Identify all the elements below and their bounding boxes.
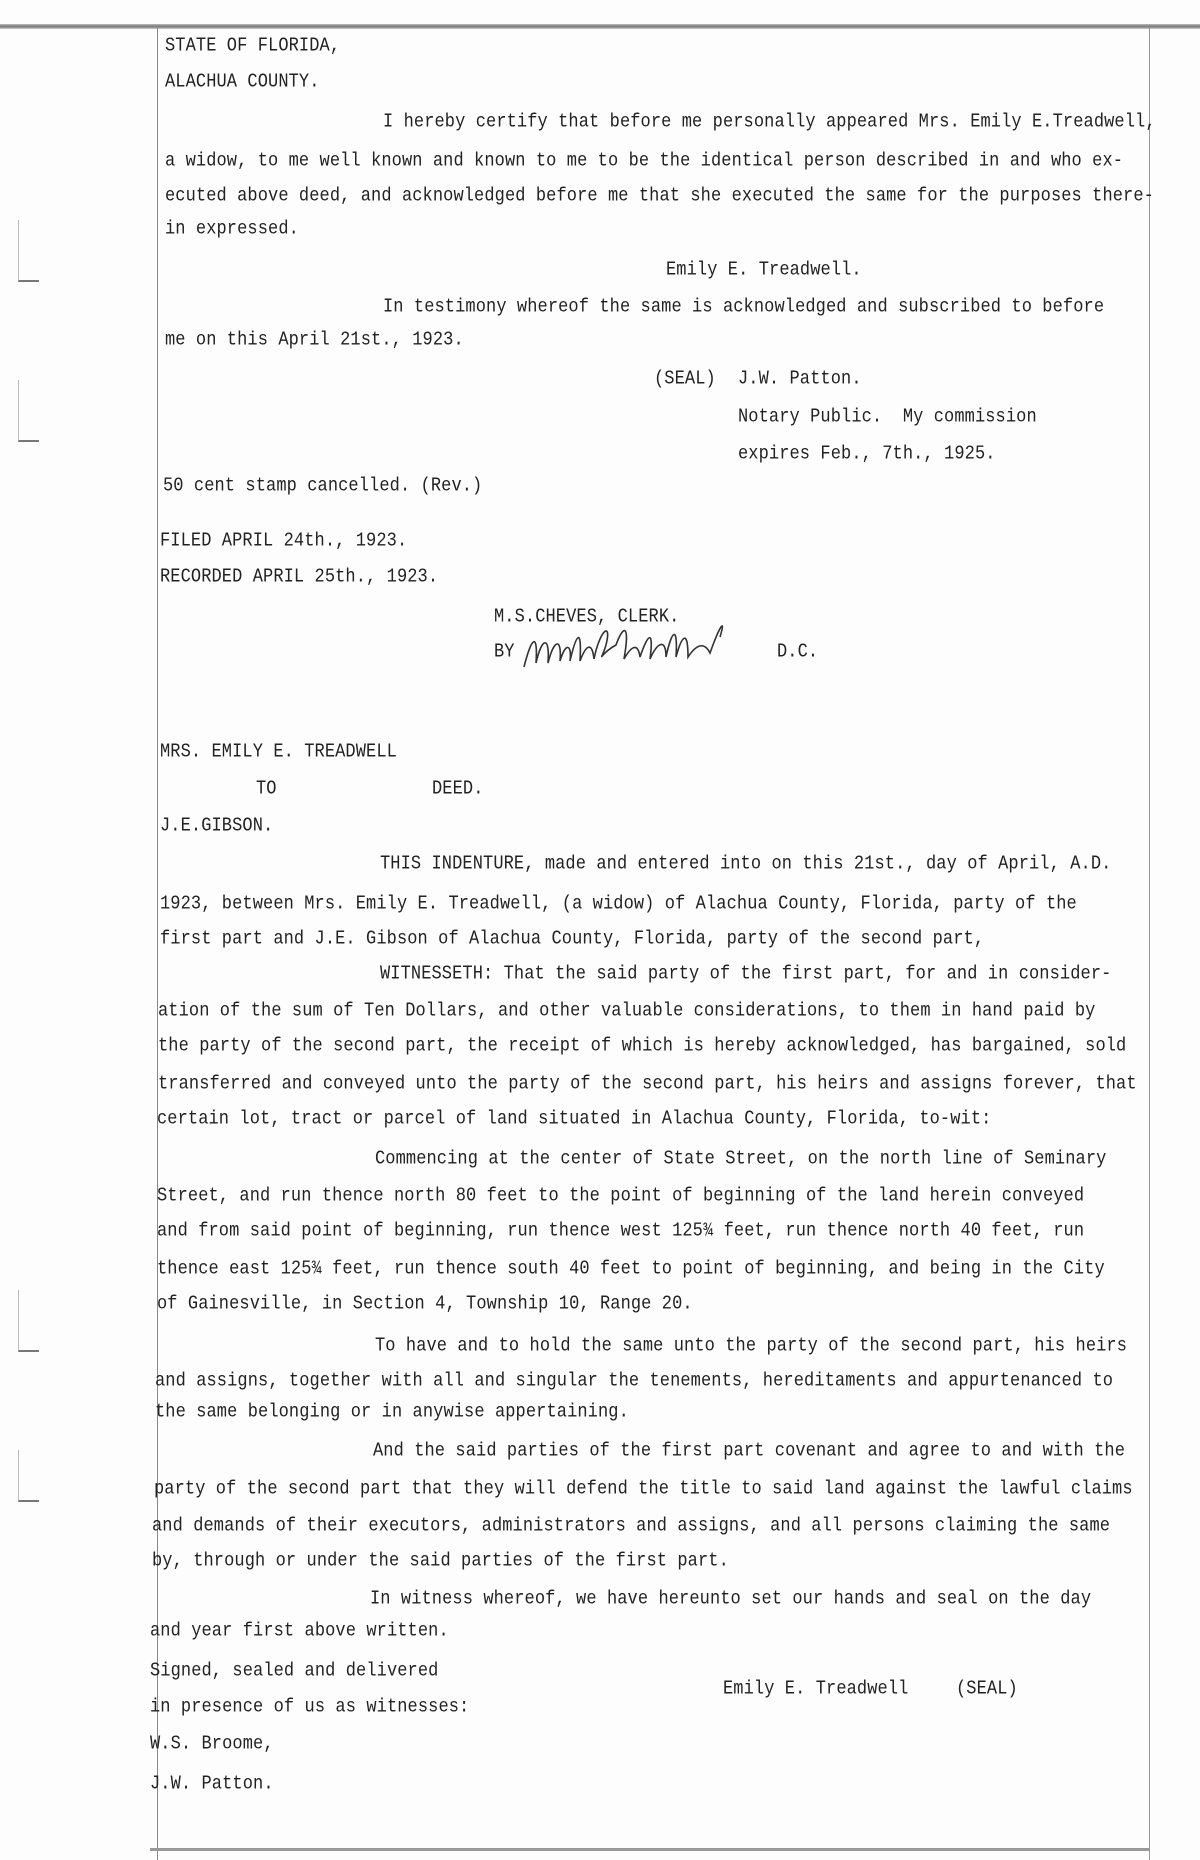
- filed-date: FILED APRIL 24th., 1923.: [160, 530, 408, 553]
- execution-text: in presence of us as witnesses:: [150, 1696, 470, 1719]
- to-label: TO: [256, 778, 277, 801]
- certificate-text: I hereby certify that before me personally appeared Mrs. Emily E.Treadwell,: [383, 111, 1156, 134]
- deed-body-line: Street, and run thence north 80 feet to the point of beginning of the land herein conveyed: [157, 1185, 1085, 1208]
- deed-body-line: transferred and conveyed unto the party of the second part, his heirs and assigns forever, that: [158, 1073, 1137, 1096]
- deed-body-line: and year first above written.: [150, 1620, 449, 1643]
- execution-text: W.S. Broome,: [150, 1733, 274, 1756]
- county-heading: ALACHUA COUNTY.: [165, 71, 320, 94]
- execution-text: J.W. Patton.: [150, 1773, 274, 1796]
- stamp-note: 50 cent stamp cancelled. (Rev.): [163, 475, 483, 498]
- deed-body-line: THIS INDENTURE, made and entered into on this 21st., day of April, A.D.: [380, 853, 1112, 876]
- notary-title: Notary Public. My commission: [738, 406, 1037, 429]
- deed-body-line: the same belonging or in anywise appertaining.: [155, 1401, 629, 1424]
- clerk-name: M.S.CHEVES, CLERK.: [494, 606, 680, 629]
- right-margin-rule: [1149, 28, 1150, 1860]
- deed-body-line: of Gainesville, in Section 4, Township 10, Range 20.: [157, 1293, 693, 1316]
- grantor-signature: Emily E. Treadwell.: [666, 259, 862, 282]
- deed-body-line: Commencing at the center of State Street, on the north line of Seminary: [375, 1148, 1107, 1171]
- deputy-clerk-label: D.C.: [777, 641, 819, 664]
- execution-text: Signed, sealed and delivered: [150, 1660, 439, 1683]
- deed-body-line: the party of the second part, the receipt of which is hereby acknowledged, has bargained, sold: [158, 1035, 1127, 1058]
- grantor-heading: MRS. EMILY E. TREADWELL: [160, 741, 397, 764]
- certificate-text: ecuted above deed, and acknowledged before me that she executed the same for the purposes there-: [165, 185, 1154, 208]
- deed-body-line: In witness whereof, we have hereunto set our hands and seal on the day: [370, 1588, 1092, 1611]
- deed-body-line: To have and to hold the same unto the party of the second part, his heirs: [375, 1335, 1128, 1358]
- recorded-date: RECORDED APRIL 25th., 1923.: [160, 566, 439, 589]
- deed-body-line: 1923, between Mrs. Emily E. Treadwell, (a widow) of Alachua County, Florida, party of the: [160, 893, 1077, 916]
- deed-body-line: certain lot, tract or parcel of land situated in Alachua County, Florida, to-wit:: [157, 1108, 992, 1131]
- certificate-text: a widow, to me well known and known to me to be the identical person described in and who ex-: [165, 150, 1124, 173]
- deed-body-line: and assigns, together with all and singular the tenements, hereditaments and appurtenanced to: [155, 1370, 1114, 1393]
- deed-body-line: and demands of their executors, administrators and assigns, and all persons claiming the same: [152, 1515, 1111, 1538]
- testimony-text: me on this April 21st., 1923.: [165, 329, 464, 352]
- binding-mark: [18, 1450, 39, 1502]
- binding-mark: [18, 220, 39, 282]
- execution-text: Emily E. Treadwell: [723, 1678, 909, 1701]
- notary-name: J.W. Patton.: [738, 368, 862, 391]
- deed-label: DEED.: [432, 778, 484, 801]
- left-margin-rule: [157, 28, 158, 1860]
- deed-body-line: party of the second part that they will defend the title to said land against the lawful claims: [154, 1478, 1133, 1501]
- deed-body-line: ation of the sum of Ten Dollars, and other valuable considerations, to them in hand paid by: [158, 1000, 1096, 1023]
- by-label: BY: [494, 641, 515, 664]
- state-heading: STATE OF FLORIDA,: [165, 35, 341, 58]
- certificate-text: in expressed.: [165, 218, 299, 241]
- deed-body-line: first part and J.E. Gibson of Alachua County, Florida, party of the second part,: [160, 928, 985, 951]
- deed-body-line: thence east 125¾ feet, run thence south 40 feet to point of beginning, and being in the City: [157, 1258, 1105, 1281]
- testimony-text: In testimony whereof the same is acknowledged and subscribed to before: [383, 296, 1105, 319]
- top-border: [0, 24, 1200, 29]
- execution-text: (SEAL): [956, 1678, 1018, 1701]
- deed-body-line: by, through or under the said parties of the first part.: [152, 1550, 729, 1573]
- binding-mark: [18, 380, 39, 442]
- notary-commission: expires Feb., 7th., 1925.: [738, 443, 996, 466]
- grantee-heading: J.E.GIBSON.: [160, 815, 274, 838]
- deed-body-line: and from said point of beginning, run thence west 125¾ feet, run thence north 40 feet, run: [157, 1220, 1085, 1243]
- binding-mark: [18, 1290, 39, 1352]
- bottom-border: [150, 1848, 1150, 1851]
- deed-body-line: And the said parties of the first part covenant and agree to and with the: [373, 1440, 1126, 1463]
- deed-body-line: WITNESSETH: That the said party of the first part, for and in consider-: [380, 963, 1112, 986]
- seal-label: (SEAL): [654, 368, 716, 391]
